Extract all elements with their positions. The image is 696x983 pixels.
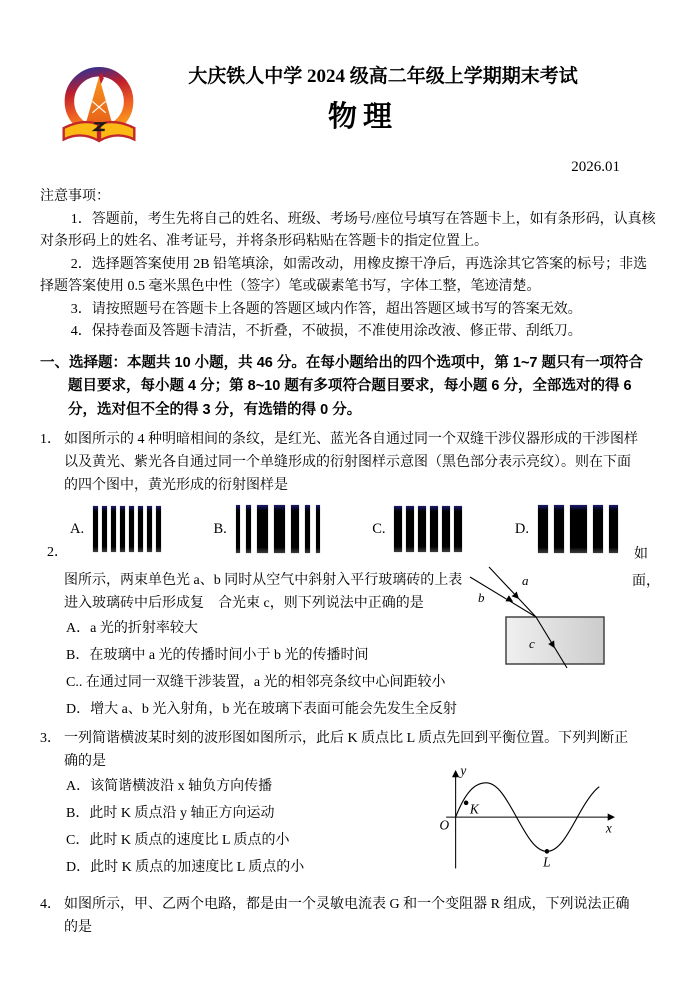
point-k-label: K xyxy=(469,801,479,817)
ray-b-label: b xyxy=(478,590,485,605)
logo-book-left xyxy=(64,122,98,140)
question-3-option-d: D．此时 K 质点的加速度比 L 质点的小 xyxy=(66,860,305,875)
exam-date: 2026.01 xyxy=(571,159,620,175)
option-b-label: B. xyxy=(213,520,227,537)
question-3-option-a: A．该简谐横波沿 x 轴负方向传播 xyxy=(66,779,273,794)
school-logo-icon xyxy=(57,62,141,154)
question-2-wrap-fragment-1: 如 xyxy=(634,547,648,562)
question-2-number: 2． xyxy=(47,545,68,560)
point-l-dot xyxy=(545,849,550,854)
note-item-1: 1．答题前，考生先将自己的姓名、班级、考场号/座位号填写在答题卡上，如有条形码，认真核对条形码上的姓名、准考证号，并将条形码粘贴在答题卡的指定位置上。 xyxy=(40,211,656,249)
section-one-heading: 一、选择题：本题共 10 小题，共 46 分。在每小题给出的四个选项中，第 1~7 题只有一项符合题目要求，每小题 4 分；第 8~10 题有多项符合题目要求，每小题 6 分，全部选对的得 6 分，选对但不全的得 3 分，有选错的得 0 分。 xyxy=(40,354,644,418)
point-l-label: L xyxy=(543,854,551,870)
notes-section xyxy=(40,186,656,344)
question-2-line1: 图所示，两束单色光 a、b 同时从空气中斜射入平行玻璃砖的上表 xyxy=(64,573,463,588)
fringe-pattern-c xyxy=(394,506,462,552)
question-2-wrap-fragment-2: 面， xyxy=(632,574,660,589)
origin-label: O xyxy=(439,817,450,833)
question-4-line2: 的是 xyxy=(64,920,92,935)
note-item-2: 2．选择题答案使用 2B 铅笔填涂，如需改动，用橡皮擦干净后，再选涂其它答案的标号；非选择题答案使用 0.5 毫米黑色中性（签字）笔或碳素笔书写，字体工整，笔迹清楚。 xyxy=(40,256,648,294)
ray-a xyxy=(489,567,536,617)
option-c-pattern xyxy=(372,506,462,552)
subject-title: 物理 xyxy=(327,101,398,133)
logo-book-right xyxy=(100,122,134,140)
question-3 xyxy=(40,727,656,881)
question-4-number: 4． xyxy=(40,897,61,912)
exam-title: 大庆铁人中学 2024 级高二年级上学期期末考试 xyxy=(188,66,578,87)
question-3-line1: 一列简谐横波某时刻的波形图如图所示，此后 K 质点比 L 质点先回到平衡位置。下列判断正 xyxy=(64,731,629,746)
note-item-4: 4．保持卷面及答题卡清洁，不折叠，不破损，不准使用涂改液、修正带、刮纸刀。 xyxy=(70,324,582,339)
question-2-option-c: C.. 在通过同一双缝干涉装置，a 光的相邻亮条纹中心间距较小 xyxy=(66,675,446,690)
question-3-number: 3． xyxy=(40,731,61,746)
fringe-pattern-b xyxy=(236,505,320,553)
glass-block xyxy=(506,617,604,664)
option-c-label: C. xyxy=(372,520,386,537)
question-4-line1: 如图所示，甲、乙两个电路，都是由一个灵敏电流表 G 和一个变阻器 R 组成，下列说法正确 xyxy=(64,897,630,912)
question-1-line3: 的四个图中，黄光形成的衍射图样是 xyxy=(64,478,288,493)
question-3-line2: 确的是 xyxy=(64,754,106,769)
question-2-option-a: A．a 光的折射率较大 xyxy=(66,621,198,636)
glass-block-figure xyxy=(456,561,616,679)
fringe-pattern-d xyxy=(538,505,618,553)
option-a-pattern xyxy=(70,506,161,552)
logo-derrick xyxy=(86,77,113,125)
fringe-pattern-a xyxy=(93,506,161,552)
point-k-dot xyxy=(464,801,469,806)
option-b-pattern xyxy=(214,505,320,553)
question-2-option-b: B．在玻璃中 a 光的传播时间小于 b 光的传播时间 xyxy=(66,648,369,663)
question-1-line1: 如图所示的 4 种明暗相间的条纹，是红光、蓝光各自通过同一个双缝干涉仪器形成的干涉图样 xyxy=(64,432,638,447)
question-1-number: 1． xyxy=(40,432,61,447)
beam-c-label: c xyxy=(529,636,535,651)
question-2-line2: 进入玻璃砖中后形成复 合光束 c，则下列说法中正确的是 xyxy=(64,596,424,611)
question-1 xyxy=(40,428,656,497)
question-1-line2: 以及黄光、紫光各自通过同一个单缝形成的衍射图样示意图（黑色部分表示亮纹）。则在下面 xyxy=(64,455,631,470)
option-d-label: D. xyxy=(514,520,529,537)
ray-a-label: a xyxy=(522,573,529,588)
question-2 xyxy=(40,569,660,723)
note-item-3: 3．请按照题号在答题卡上各题的答题区域内作答，超出答题区域书写的答案无效。 xyxy=(70,301,582,317)
question-3-option-b: B．此时 K 质点沿 y 轴正方向运动 xyxy=(66,806,275,821)
wave-figure xyxy=(429,759,624,879)
x-axis-label: x xyxy=(605,820,612,836)
question-1-options-row xyxy=(47,505,648,562)
question-4 xyxy=(40,893,656,939)
question-2-option-d: D．增大 a、b 光入射角，b 光在玻璃下表面可能会先发生全反射 xyxy=(66,702,457,717)
question-3-option-c: C．此时 K 质点的速度比 L 质点的小 xyxy=(66,833,290,848)
notes-title: 注意事项： xyxy=(40,189,110,204)
option-d-pattern xyxy=(515,505,618,553)
option-a-label: A. xyxy=(70,520,85,537)
y-axis-label: y xyxy=(460,763,467,779)
